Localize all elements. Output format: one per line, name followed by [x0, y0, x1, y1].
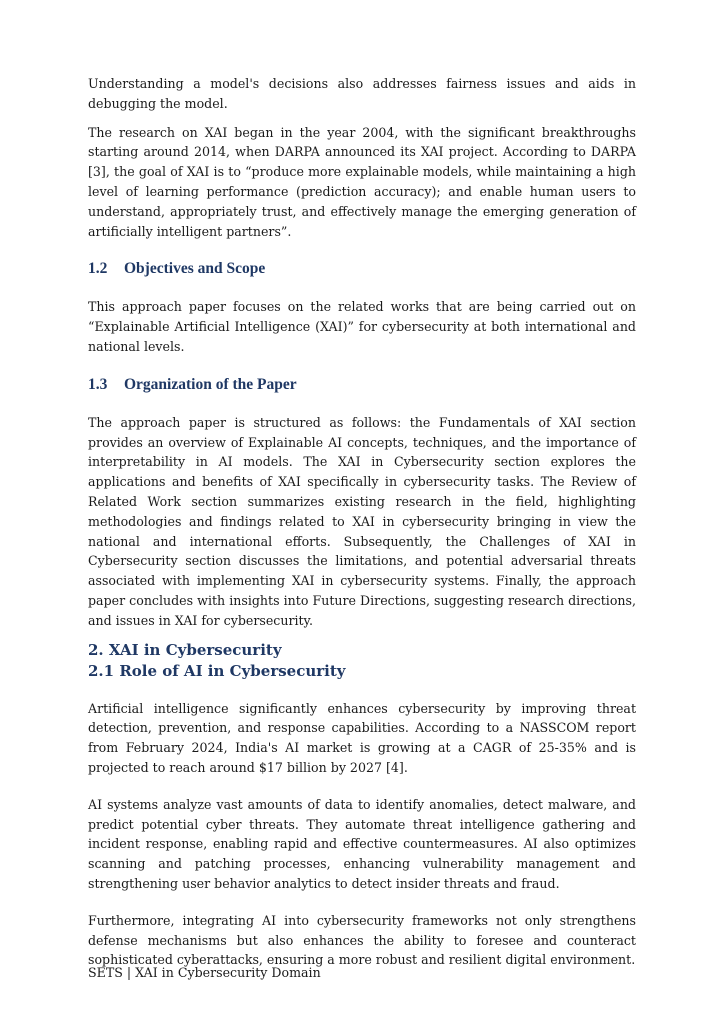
heading-xai-cybersecurity: 2. XAI in Cybersecurity [88, 640, 282, 659]
heading-number: 1.3 [88, 375, 108, 393]
paragraph-ai-systems: AI systems analyze vast amounts of data to identify anomalies, detect malware, and predict potential cyber threats. They automate threat intelligence gathering and incident response, enabling rapid and effective countermeasures. AI also optimizes scanning and patching processes, enhancing vulnerability management and strengthening user behavior analytics to detect insider threats and fraud. [88, 796, 636, 891]
heading-number: 1.2 [88, 260, 108, 278]
paragraph-debugging: Understanding a model's decisions also addresses fairness issues and aids in debugging the model. [88, 76, 636, 111]
heading-role-of-ai: 2.1 Role of AI in Cybersecurity [88, 661, 346, 680]
heading-objectives-scope [88, 258, 636, 280]
paragraph-frameworks: Furthermore, integrating AI into cybersecurity frameworks not only strengthens defense mechanisms but also enhances the ability to foresee and counteract sophisticated cyberattacks, ensuring a more robust and resilient digital environment. [88, 912, 636, 968]
heading-title: Objectives and Scope [124, 260, 266, 278]
heading-organization [88, 374, 636, 396]
heading-title: Organization of the Paper [124, 375, 297, 393]
page-footer: SETS | XAI in Cybersecurity Domain [88, 965, 321, 980]
paragraph-objectives: This approach paper focuses on the related works that are being carried out on “Explainable Artificial Intelligence (XAI)” for cybersecurity at both international and national levels. [88, 299, 636, 354]
paragraph-ai-market: Artificial intelligence significantly enhances cybersecurity by improving threat detection, prevention, and response capabilities. According to a NASSCOM report from February 2024, India's AI market is growing at a CAGR of 25-35% and is projected to reach around $17 billion by 2027 [4]. [88, 700, 636, 775]
page-content [88, 74, 636, 970]
paragraph-organization: The approach paper is structured as follows: the Fundamentals of XAI section provides an overview of Explainable AI concepts, techniques, and the importance of interpretability in AI models. The XAI in Cybersecurity section explores the applications and benefits of XAI specifically in cybersecurity tasks. The Review of Related Work section summarizes existing research in the field, highlighting methodologies and findings related to XAI in cybersecurity bringing in view the national and international efforts. Subsequently, the Challenges of XAI in Cybersecurity section discusses the limitations, and potential adversarial threats associated with implementing XAI in cybersecurity systems. Finally, the approach paper concludes with insights into Future Directions, suggesting research directions, and issues in XAI for cybersecurity. [88, 414, 636, 628]
paragraph-xai-history: The research on XAI began in the year 2004, with the significant breakthroughs starting around 2014, when DARPA announced its XAI project. According to DARPA [3], the goal of XAI is to “produce more explainable models, while maintaining a high level of learning performance (prediction accuracy); and enable human users to understand, appropriately trust, and effectively manage the emerging generation of artificially intelligent partners”. [88, 124, 636, 239]
